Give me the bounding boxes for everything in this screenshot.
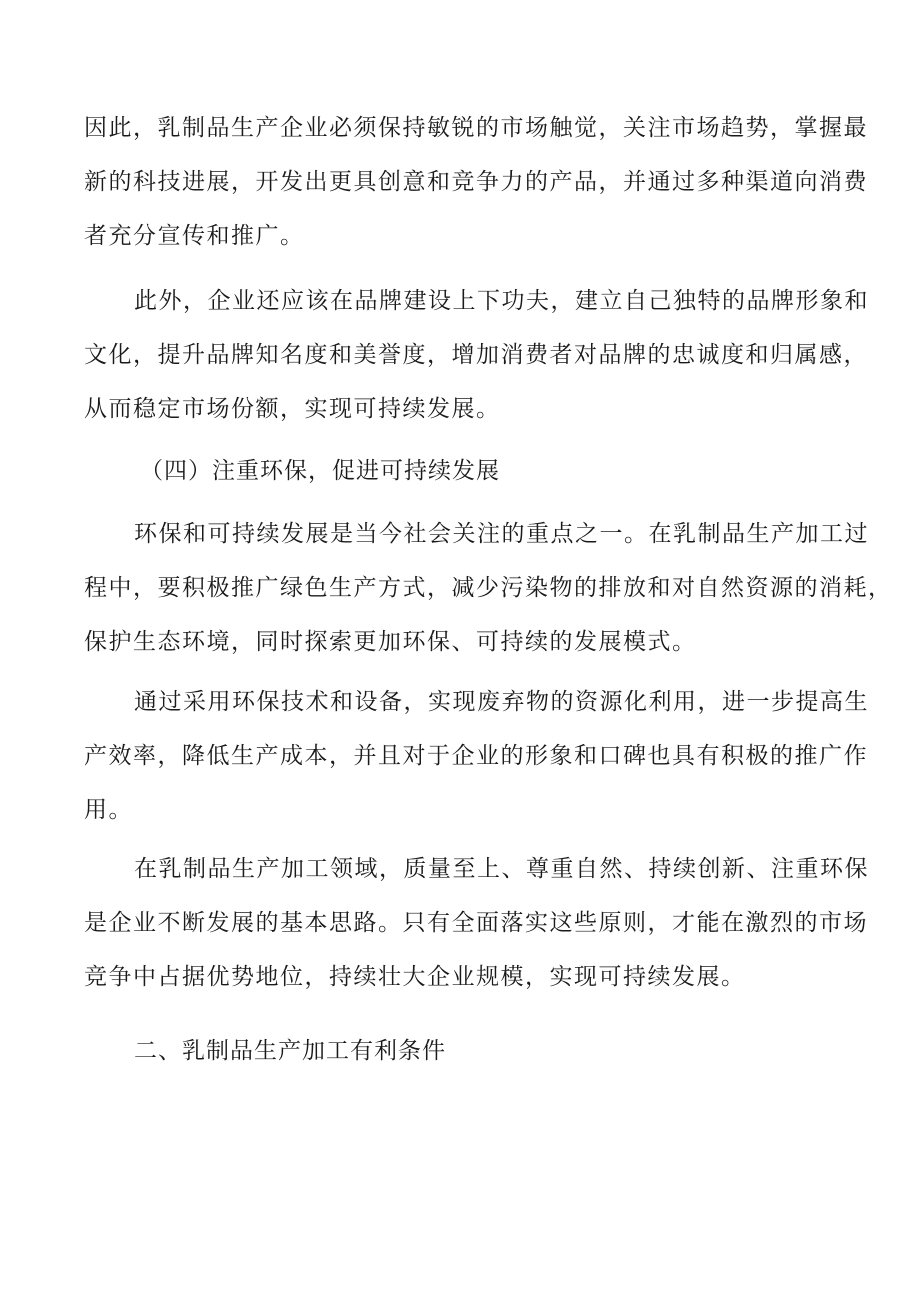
paragraph-1-line-3: 者充分宣传和推广。 (84, 223, 305, 249)
paragraph-5-line-3: 竞争中占据优势地位，持续壮大企业规模，实现可持续发展。 (84, 964, 746, 990)
paragraph-4-line-3: 用。 (84, 797, 133, 823)
paragraph-3-line-2: 程中，要积极推广绿色生产方式，减少污染物的排放和对自然资源的消耗， (84, 575, 893, 601)
paragraph-3-line-1: 环保和可持续发展是当今社会关注的重点之一。在乳制品生产加工过 (134, 521, 869, 547)
paragraph-2-line-2: 文化，提升品牌知名度和美誉度，增加消费者对品牌的忠诚度和归属感， (84, 342, 868, 368)
paragraph-5-line-2: 是企业不断发展的基本思路。只有全面落实这些原则，才能在激烈的市场 (84, 910, 868, 936)
paragraph-4-line-1: 通过采用环保技术和设备，实现废弃物的资源化利用，进一步提高生 (134, 689, 869, 715)
paragraph-4-line-2: 产效率，降低生产成本，并且对于企业的形象和口碑也具有积极的推广作 (84, 743, 868, 769)
section-heading-2: 二、乳制品生产加工有利条件 (134, 1038, 446, 1064)
section-heading-4: （四）注重环保，促进可持续发展 (140, 458, 500, 484)
paragraph-1-line-2: 新的科技进展，开发出更具创意和竞争力的产品，并通过多种渠道向消费 (84, 169, 868, 195)
paragraph-2-line-1: 此外，企业还应该在品牌建设上下功夫，建立自己独特的品牌形象和 (134, 288, 869, 314)
paragraph-5-line-1: 在乳制品生产加工领域，质量至上、尊重自然、持续创新、注重环保 (134, 856, 869, 882)
paragraph-3-line-3: 保护生态环境，同时探索更加环保、可持续的发展模式。 (84, 629, 697, 655)
paragraph-1-line-1: 因此，乳制品生产企业必须保持敏锐的市场触觉，关注市场趋势，掌握最 (84, 115, 868, 141)
paragraph-2-line-3: 从而稳定市场份额，实现可持续发展。 (84, 396, 501, 422)
